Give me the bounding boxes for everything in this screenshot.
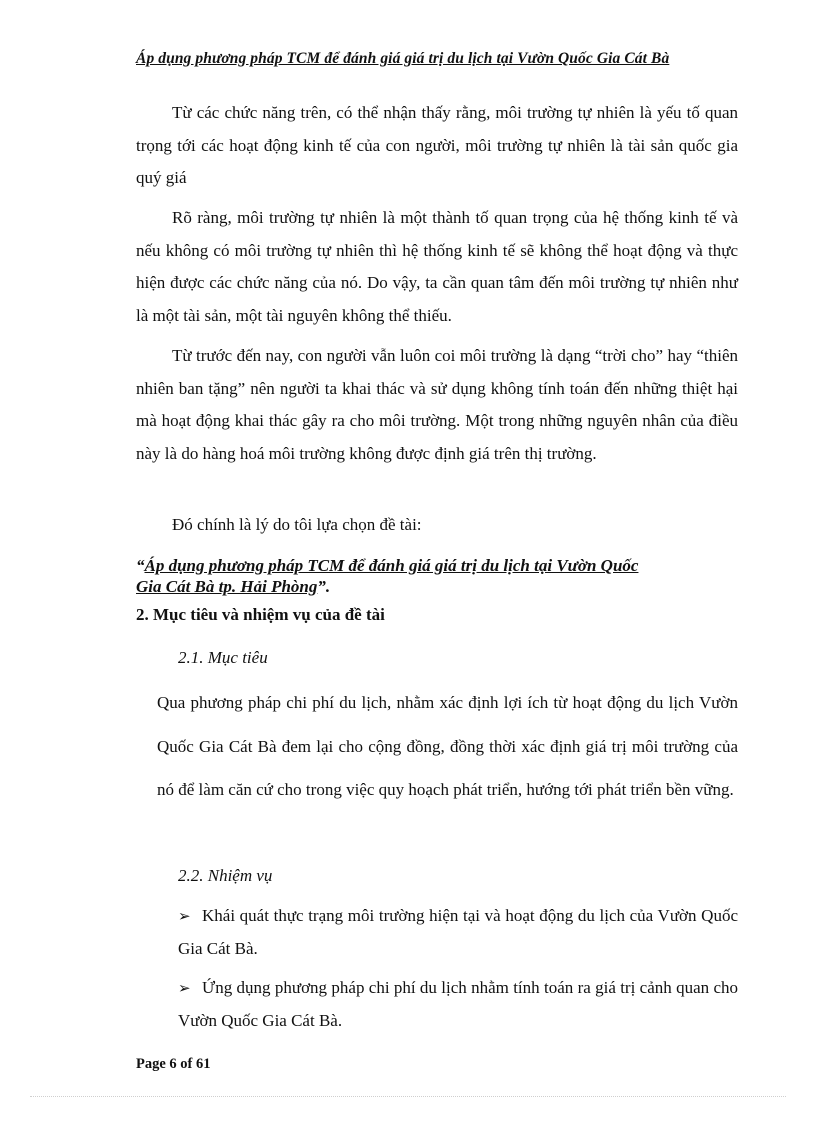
title-close: ”. [317,577,331,596]
paragraph-2: Rõ ràng, môi trường tự nhiên là một thành tố quan trọng của hệ thống kinh tế và nếu không có môi trường tự nhiên thì hệ thống kinh tế sẽ không thể hoạt động và thực hiện được các chức năng của nó. Do vậy, ta cần quan tâm đến môi trường tự nhiên như là một tài sản, một tài nguyên không thể thiếu. [136,208,738,325]
goal-paragraph: Qua phương pháp chi phí du lịch, nhằm xác định lợi ích từ hoạt động du lịch Vườn Quốc Gia Cát Bà đem lại cho cộng đồng, đồng thời xác định giá trị môi trường của nó để làm căn cứ cho trong việc quy hoạch phát triển, hướng tới phát triển bền vững. [157,693,738,799]
bullet-text: Khái quát thực trạng môi trường hiện tại và hoạt động du lịch của Vườn Quốc Gia Cát Bà. [178,906,738,958]
footer-divider [30,1096,786,1097]
subsection-goal-heading: 2.1. Mục tiêu [178,648,268,667]
title-text-2: Gia Cát Bà tp. Hải Phòng [136,577,318,596]
topic-title-line-1 [136,555,736,576]
bullet-item [178,972,738,1037]
paragraph-1: Từ các chức năng trên, có thể nhận thấy rằng, môi trường tự nhiên là yếu tố quan trọng tới các hoạt động kinh tế của con người, môi trường tự nhiên là tài sản quốc gia quý giá [136,103,738,187]
paragraph-4: Đó chính là lý do tôi lựa chọn đề tài: [172,515,422,534]
title-open-quote: “ [136,556,145,575]
paragraph-3: Từ trước đến nay, con người vẫn luôn coi môi trường là dạng “trời cho” hay “thiên nhiên ban tặng” nên người ta khai thác và sử dụng không tính toán đến những thiệt hại mà hoạt động khai thác gây ra cho môi trường. Một trong những nguyên nhân của điều này là do hàng hoá môi trường không được định giá trên thị trường. [136,346,738,463]
subsection-task-heading: 2.2. Nhiệm vụ [178,866,273,885]
page-number: Page 6 of 61 [136,1056,211,1072]
arrow-bullet-icon: ➢ [178,979,191,997]
bullet-text: Ứng dụng phương pháp chi phí du lịch nhằm tính toán ra giá trị cảnh quan cho Vườn Quốc Gia Cát Bà. [178,978,738,1030]
topic-title-line-2 [136,576,736,597]
title-text-1: Áp dụng phương pháp TCM để đánh giá giá trị du lịch tại Vườn Quốc [144,556,639,575]
section-heading: 2. Mục tiêu và nhiệm vụ của đề tài [136,605,385,624]
arrow-bullet-icon: ➢ [178,907,191,925]
running-header: Áp dụng phương pháp TCM để đánh giá giá trị du lịch tại Vườn Quốc Gia Cát Bà [136,50,670,67]
bullet-item [178,900,738,965]
